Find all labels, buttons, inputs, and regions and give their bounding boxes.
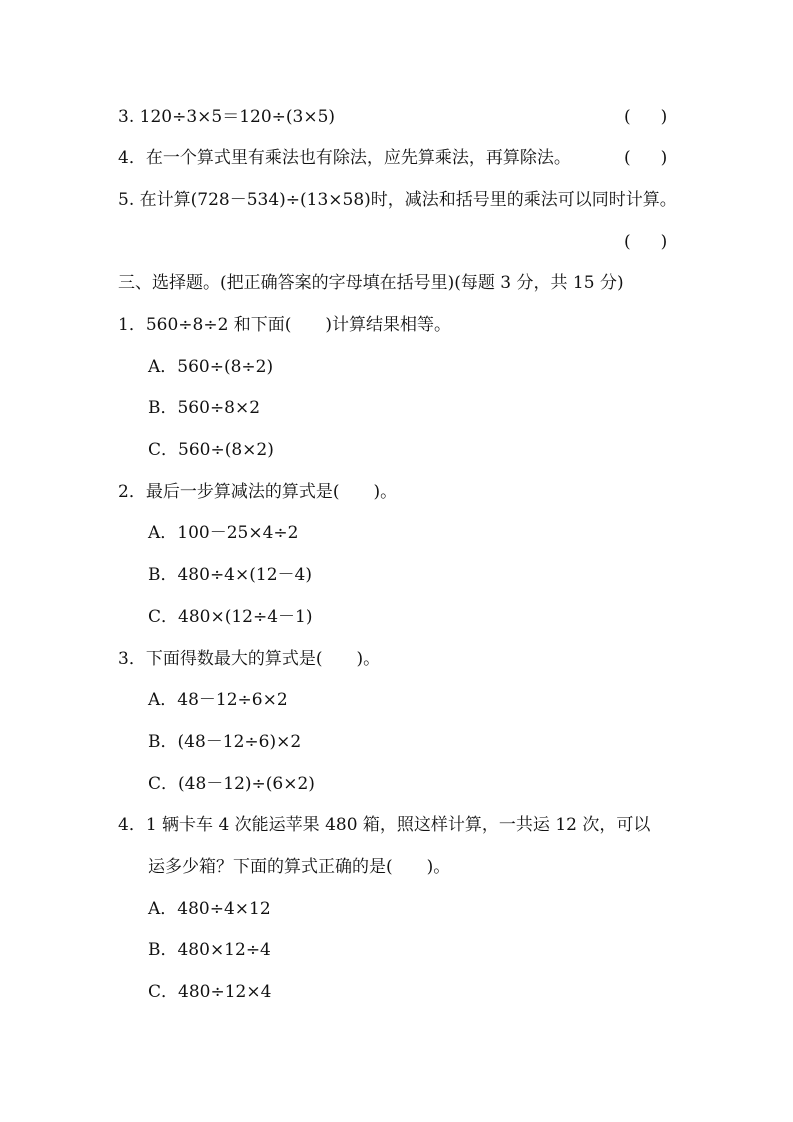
blank-left: (: [624, 148, 631, 168]
choice-q3-option-a[interactable]: A．48－12÷6×2: [148, 690, 288, 710]
judgment-q4-answer-blank[interactable]: [624, 147, 667, 169]
choice-q4-option-c[interactable]: C．480÷12×4: [148, 982, 272, 1002]
section-title: 三、选择题。(把正确答案的字母填在括号里)(每题 3 分，共 15 分): [118, 273, 624, 293]
choice-q1-stem: 1．560÷8÷2 和下面( )计算结果相等。: [118, 315, 452, 335]
choice-q1-option-c[interactable]: C．560÷(8×2): [148, 440, 274, 460]
judgment-q3: 3. 120÷3×5＝120÷(3×5): [118, 107, 336, 127]
choice-q2-option-b[interactable]: B．480÷4×(12－4): [148, 565, 312, 585]
choice-q4-option-a[interactable]: A．480÷4×12: [148, 899, 271, 919]
choice-q3-option-c[interactable]: C．(48－12)÷(6×2): [148, 774, 315, 794]
choice-q4-stem: 4．1 辆卡车 4 次能运苹果 480 箱，照这样计算，一共运 12 次，可以: [118, 815, 651, 835]
blank-left: (: [624, 107, 631, 127]
judgment-q5-answer-blank[interactable]: [624, 231, 667, 253]
choice-q4-option-b[interactable]: B．480×12÷4: [148, 940, 271, 960]
choice-q1-option-a[interactable]: A．560÷(8÷2): [148, 357, 274, 377]
judgment-q3-answer-blank[interactable]: [624, 106, 667, 128]
judgment-q4: 4．在一个算式里有乘法也有除法，应先算乘法，再算除法。: [118, 148, 571, 168]
choice-q4-stem-continued: 运多少箱？下面的算式正确的是( )。: [148, 857, 451, 877]
blank-left: (: [624, 232, 631, 252]
blank-right: ): [660, 148, 668, 168]
choice-q2-stem: 2．最后一步算减法的算式是( )。: [118, 482, 398, 502]
choice-q3-stem: 3．下面得数最大的算式是( )。: [118, 649, 381, 669]
judgment-q5: 5. 在计算(728－534)÷(13×58)时，减法和括号里的乘法可以同时计算。: [118, 190, 677, 210]
choice-q2-option-c[interactable]: C．480×(12÷4－1): [148, 607, 313, 627]
choice-q3-option-b[interactable]: B．(48－12÷6)×2: [148, 732, 302, 752]
choice-q2-option-a[interactable]: A．100－25×4÷2: [148, 523, 299, 543]
blank-right: ): [660, 232, 668, 252]
choice-q1-option-b[interactable]: B．560÷8×2: [148, 398, 261, 418]
blank-right: ): [660, 107, 668, 127]
